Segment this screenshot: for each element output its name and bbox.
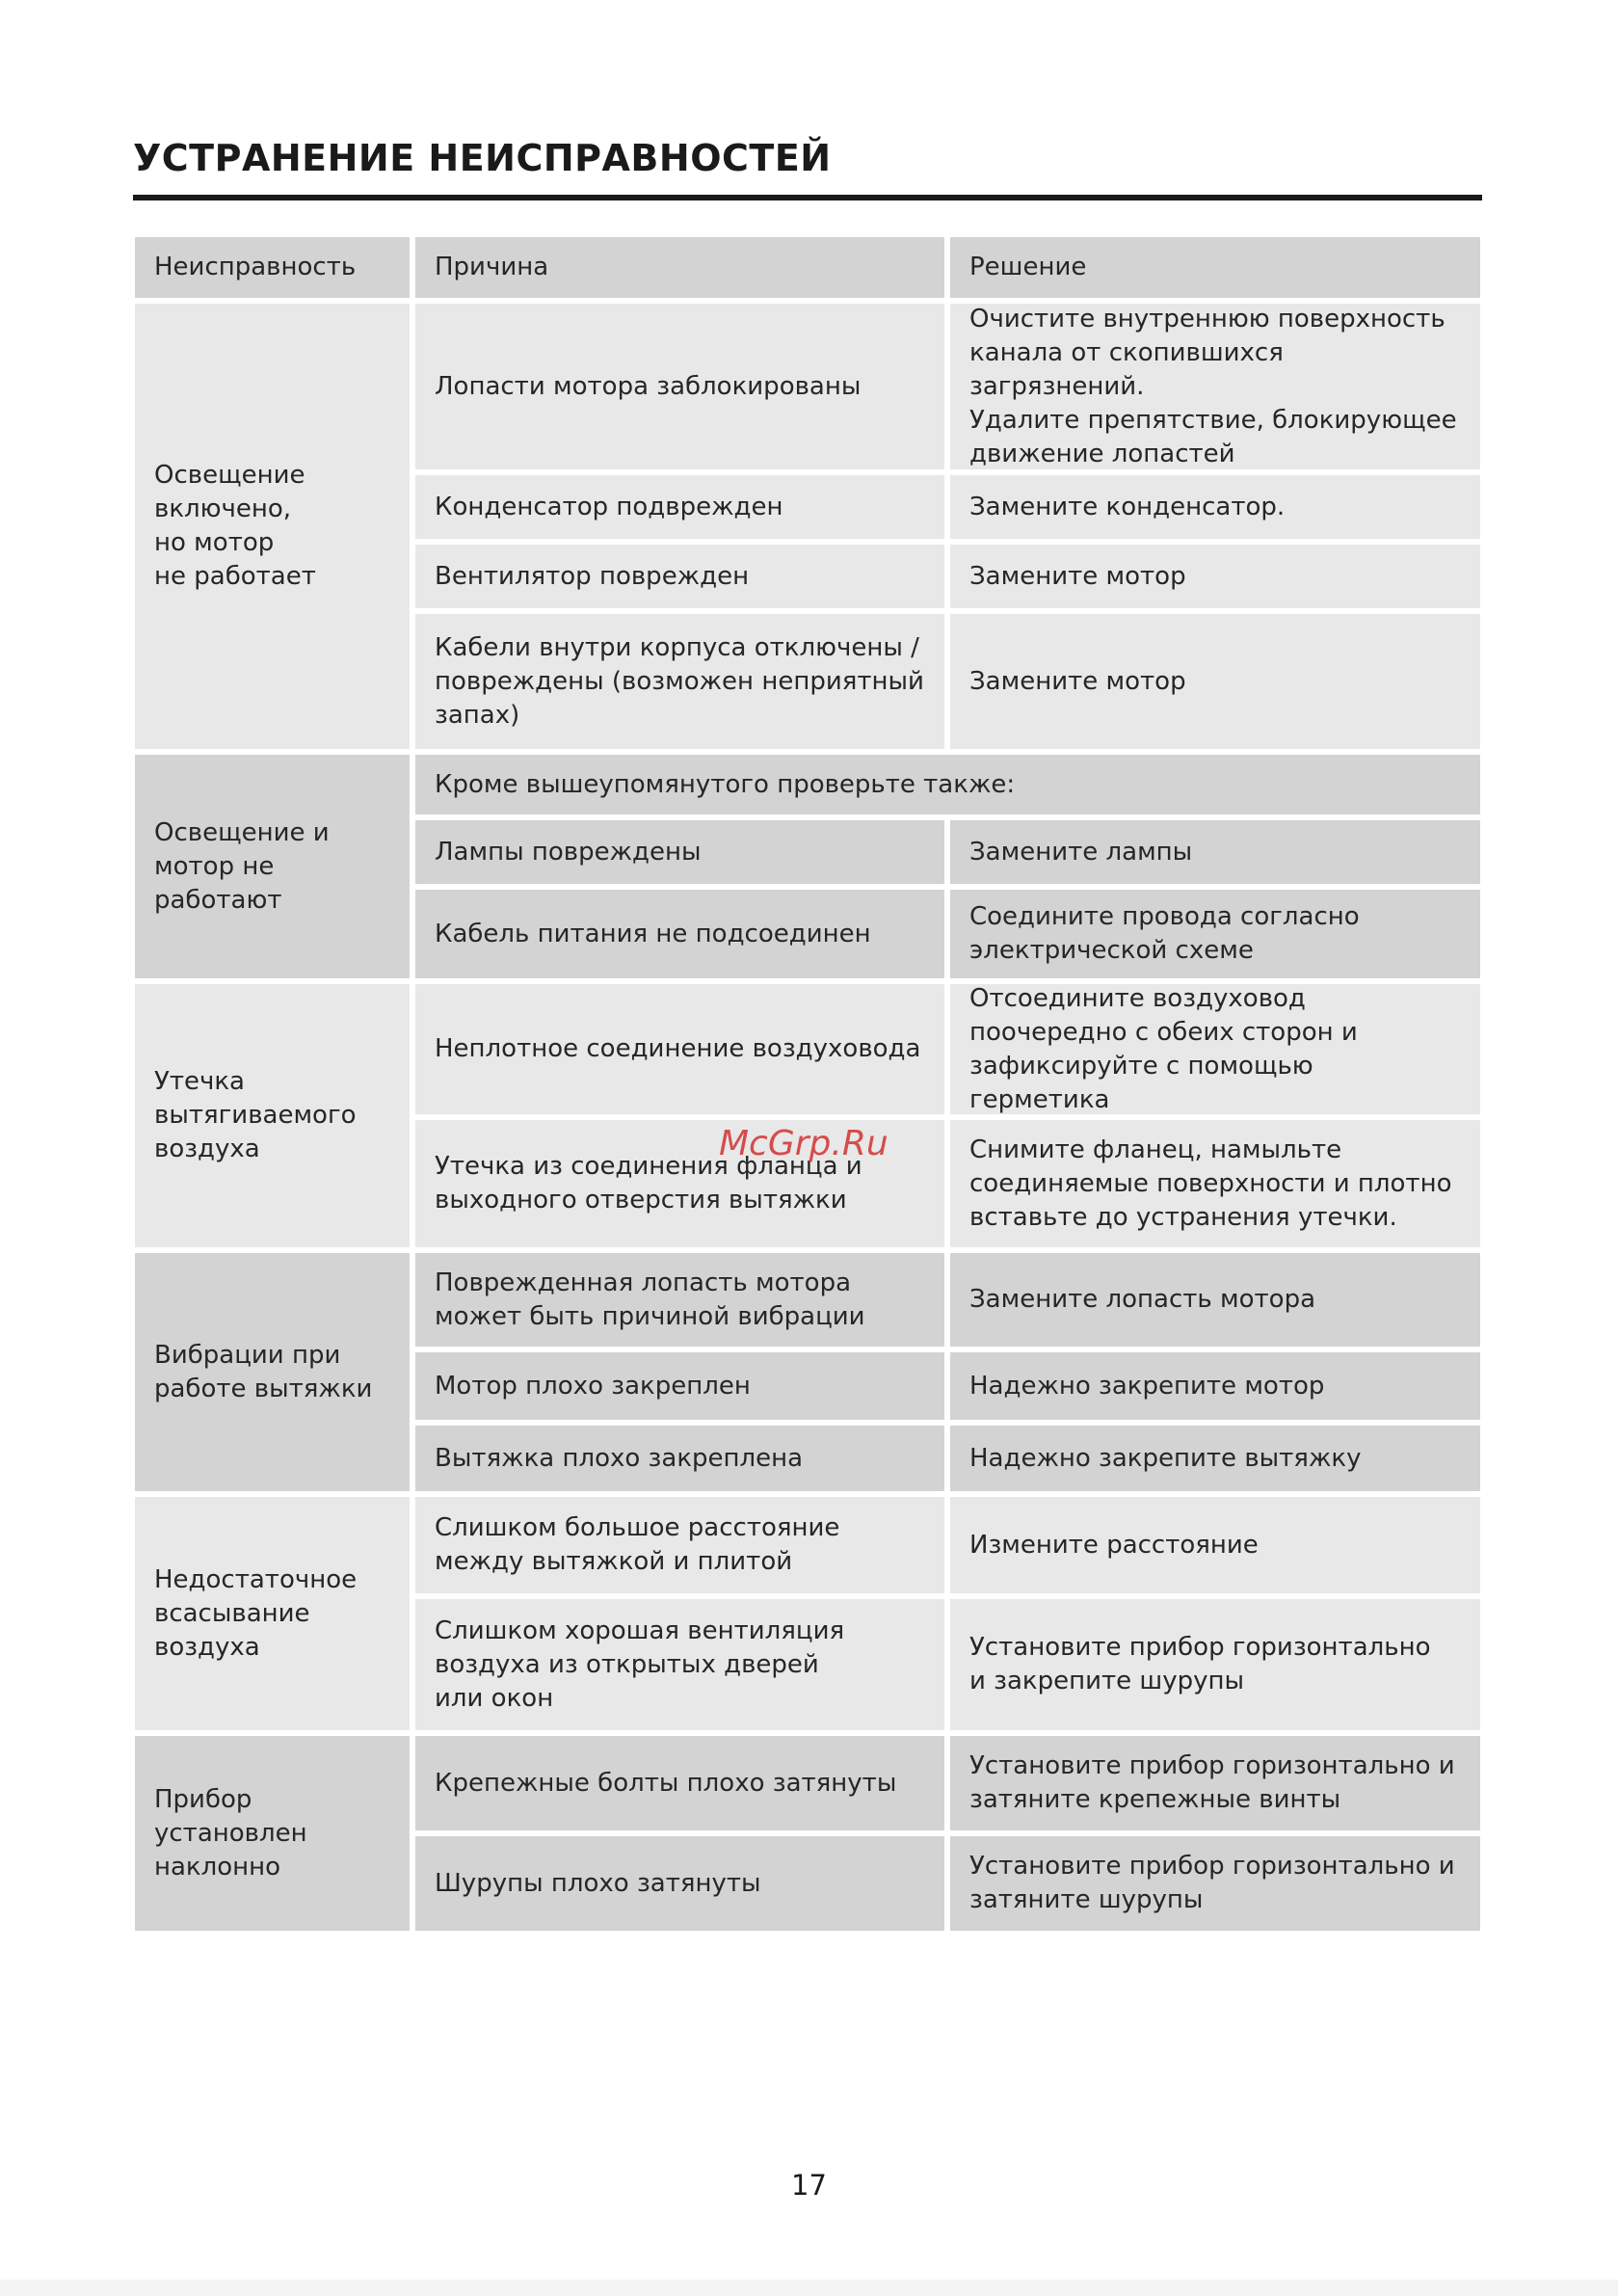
- solution-cell: Соедините провода согласно электрической схеме: [950, 890, 1480, 978]
- cause-cell: Кабели внутри корпуса отключены / повреждены (возможен неприятный запах): [415, 614, 944, 749]
- solution-cell: Установите прибор горизонтально и затяните шурупы: [950, 1836, 1480, 1931]
- solution-cell: Надежно закрепите вытяжку: [950, 1426, 1480, 1491]
- fault-cell: Вибрации при работе вытяжки: [135, 1253, 410, 1491]
- cause-cell: Неплотное соединение воздуховода: [415, 984, 944, 1114]
- cause-cell: Лопасти мотора заблокированы: [415, 304, 944, 469]
- title-underline: [133, 195, 1482, 200]
- cause-cell: Слишком хорошая вентиляция воздуха из открытых дверей или окон: [415, 1599, 944, 1730]
- solution-cell: Очистите внутреннюю поверхность канала от скопившихся загрязнений. Удалите препятствие, блокирующее движение лопастей: [950, 304, 1480, 469]
- cause-cell: Вытяжка плохо закреплена: [415, 1426, 944, 1491]
- fault-cell: Недостаточное всасывание воздуха: [135, 1497, 410, 1730]
- fault-cell: Утечка вытягиваемого воздуха: [135, 984, 410, 1247]
- cause-cell: Вентилятор поврежден: [415, 545, 944, 608]
- fault-cell: Освещение и мотор не работают: [135, 755, 410, 978]
- cause-cell: Слишком большое расстояние между вытяжкой и плитой: [415, 1497, 944, 1593]
- header-cause: Причина: [415, 237, 944, 298]
- solution-cell: Замените лампы: [950, 820, 1480, 884]
- cause-cell: Шурупы плохо затянуты: [415, 1836, 944, 1931]
- troubleshooting-table: [135, 237, 1480, 1912]
- header-solution: Решение: [950, 237, 1480, 298]
- cause-cell: Кабель питания не подсоединен: [415, 890, 944, 978]
- note-cell: Кроме вышеупомянутого проверьте также:: [415, 755, 1480, 814]
- cause-cell: Крепежные болты плохо затянуты: [415, 1736, 944, 1830]
- solution-cell: Надежно закрепите мотор: [950, 1352, 1480, 1420]
- fault-cell: Освещение включено, но мотор не работает: [135, 304, 410, 749]
- solution-cell: Замените мотор: [950, 614, 1480, 749]
- header-fault: Неисправность: [135, 237, 410, 298]
- fault-cell: Прибор установлен наклонно: [135, 1736, 410, 1931]
- solution-cell: Установите прибор горизонтально и затяните крепежные винты: [950, 1736, 1480, 1830]
- cause-cell: Конденсатор подврежден: [415, 475, 944, 539]
- solution-cell: Замените мотор: [950, 545, 1480, 608]
- solution-cell: Измените расстояние: [950, 1497, 1480, 1593]
- solution-cell: Снимите фланец, намыльте соединяемые поверхности и плотно вставьте до устранения утечки.: [950, 1120, 1480, 1247]
- watermark-text: McGrp.Ru: [719, 1124, 889, 1163]
- page-number: 17: [791, 2169, 827, 2202]
- solution-cell: Отсоедините воздуховод поочередно с обеих сторон и зафиксируйте с помощью герметика: [950, 984, 1480, 1114]
- cause-cell: Мотор плохо закреплен: [415, 1352, 944, 1420]
- solution-cell: Установите прибор горизонтально и закрепите шурупы: [950, 1599, 1480, 1730]
- solution-cell: Замените лопасть мотора: [950, 1253, 1480, 1347]
- cause-cell: Лампы повреждены: [415, 820, 944, 884]
- bottom-band: [0, 2280, 1618, 2296]
- page-title: УСТРАНЕНИЕ НЕИСПРАВНОСТЕЙ: [133, 137, 832, 179]
- cause-cell: Поврежденная лопасть мотора может быть причиной вибрации: [415, 1253, 944, 1347]
- solution-cell: Замените конденсатор.: [950, 475, 1480, 539]
- cause-cell: Утечка из соединения фланца и выходного отверстия вытяжки: [415, 1120, 944, 1247]
